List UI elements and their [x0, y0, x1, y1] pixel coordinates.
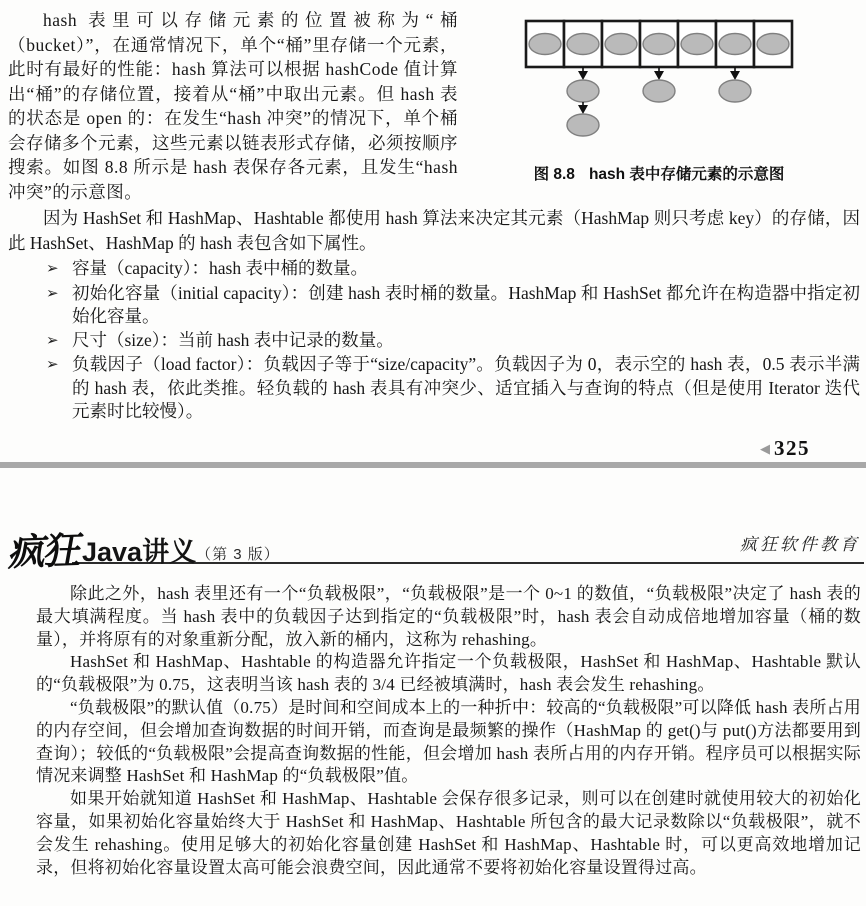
list-item-text: 容量（capacity）：hash 表中桶的数量。 [72, 258, 368, 278]
paragraph-initial-capacity-advice: 如果开始就知道 HashSet 和 HashMap、Hashtable 会保存很多记录，则可以在创建时就使用较大的初始化容量，如果初始化容量始终大于 HashSet 和 HashMap、Hashtable 所包含的最大记录数除以“负载极限”，就不会发生 rehashing。使用足够大的初始化容量创建 HashSet 和 HashMap、Hashtable 时，可以更高效地增加记录，但将初始化容量设置太高可能会浪费空间，因此通常不要将初始化容量设置得过高。 [36, 789, 861, 877]
figure-caption-text: hash 表中存储元素的示意图 [588, 166, 785, 183]
bullet-arrow-icon: ➢ [46, 332, 59, 349]
bullet-arrow-icon: ➢ [46, 285, 59, 302]
page-number: 325 [774, 435, 810, 460]
list-item-text: 初始化容量（initial capacity）：创建 hash 表时桶的数量。HashMap 和 HashSet 都允许在构造器中指定初始化容量。 [72, 282, 860, 326]
paragraph-because-hash: 因为 HashSet 和 HashMap、Hashtable 都使用 hash 算法来决定其元素（HashMap 则只考虑 key）的存储，因此 HashSet、HashMap 的 hash 表包含如下属性。 [8, 208, 860, 253]
logo-edition-text: （第 3 版） [196, 546, 280, 563]
book-logo [6, 530, 280, 575]
list-item-initial-capacity [46, 282, 860, 329]
figure-caption-label: 图 8.8 [533, 166, 575, 183]
bullet-arrow-icon: ➢ [46, 357, 59, 373]
hash-properties-list [8, 257, 860, 424]
list-item-capacity [46, 257, 860, 282]
page-number-row [8, 436, 860, 461]
paragraph-default-load-limit: HashSet 和 HashMap、Hashtable 的构造器允许指定一个负载极限，HashSet 和 HashMap、Hashtable 默认的“负载极限”为 0.75，这表明当该 hash 表的 3/4 已经被填满时，hash 表会发生 rehashing。 [36, 652, 861, 695]
text-and-figure-row [8, 8, 860, 204]
page-body-text [0, 583, 866, 879]
list-item-load-factor [46, 353, 860, 424]
paragraph-load-limit-tradeoff: “负载极限”的默认值（0.75）是时间和空间成本上的一种折中：较高的“负载极限”可以降低 hash 表所占用的内存空间，但会增加查询数据的时间开销，而查询是最频繁的操作（HashMap 的 get()与 put()方法都要用到查询）；较低的“负载极限”会提高查询数据的性能，但会增加 hash 表所占用的内存开销。程序员可以根据实际情况来调整 HashSet 和 HashMap 的“负载极限”值。 [36, 697, 861, 786]
list-item-text: 负载因子（load factor）：负载因子等于“size/capacity”。负载因子为 0，表示空的 hash 表，0.5 表示半满的 hash 表，依此类推。轻负载的 hash 表具有冲突少、适宜插入与查询的特点（但是使用 Iterator 迭代元素时比较慢）。 [72, 354, 860, 421]
paragraph-load-limit-intro: 除此之外，hash 表里还有一个“负载极限”，“负载极限”是一个 0~1 的数值，“负载极限”决定了 hash 表的最大填满程度。当 hash 表中的负载因子达到指定的“负载极限”时，hash 表会自动成倍地增加容量（桶的数量），并将原有的对象重新分配，放入新的桶内，这称为 rehashing。 [36, 584, 861, 649]
logo-brush-text: 疯狂 [6, 530, 84, 575]
page-header [0, 514, 864, 575]
logo-title-text: Java讲义 [82, 537, 197, 567]
hash-table-figure-svg [523, 18, 795, 146]
bullet-arrow-icon: ➢ [46, 261, 59, 277]
list-item-text: 尺寸（size）：当前 hash 表中记录的数量。 [72, 329, 394, 350]
intro-text-column [8, 8, 458, 204]
page-number-marker-icon: ◀ [760, 440, 770, 456]
figure-caption [534, 162, 785, 184]
figure-column [458, 8, 860, 204]
paragraph-hash-bucket-intro: hash 表里可以存储元素的位置被称为“桶（bucket）”，在通常情况下，单个“桶”里存储一个元素，此时有最好的性能：hash 算法可以根据 hashCode 值计算出“桶”的存储位置，接着从“桶”中取出元素。但 hash 表的状态是 open 的：在发生“hash 冲突”的情况下，单个桶会存储多个元素，这些元素以链表形式存储，必须按顺序搜索。如图 8.8 所示是 hash 表保存各元素，且发生“hash 冲突”的示意图。 [8, 10, 458, 202]
header-publisher-text: 疯狂软件教育 [740, 535, 860, 554]
page-326-top [0, 468, 866, 879]
list-item-size [46, 329, 860, 354]
